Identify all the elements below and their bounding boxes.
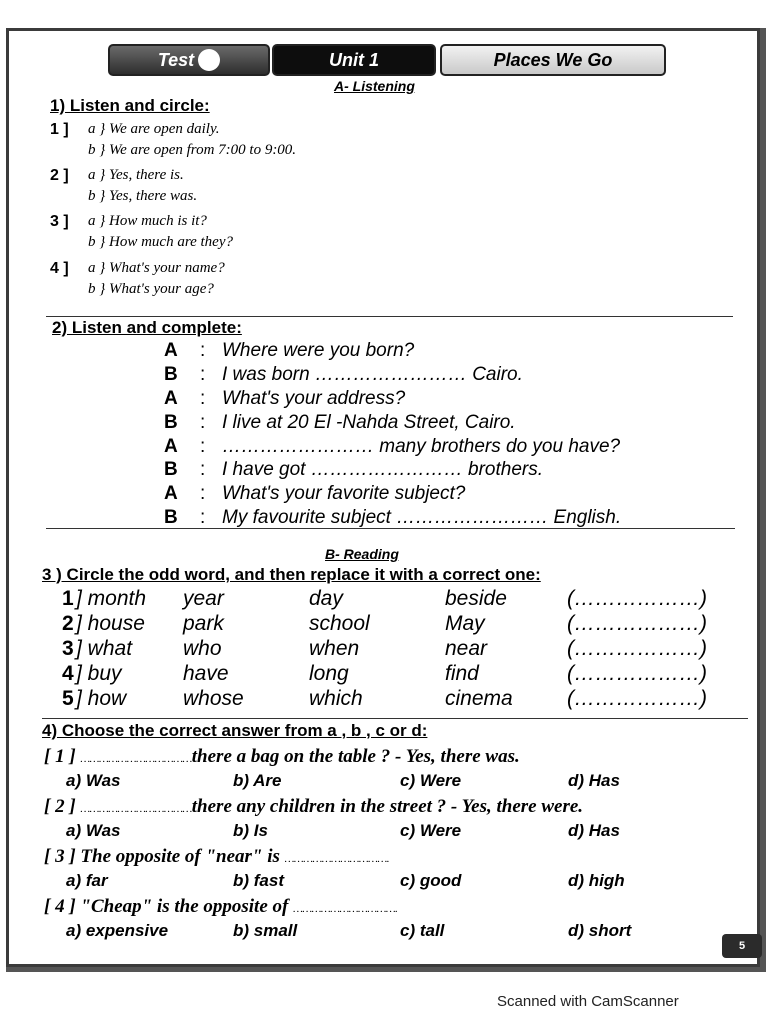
odd-word-row xyxy=(62,662,732,687)
row-number: 3 xyxy=(62,637,74,660)
word: ] month xyxy=(76,587,147,610)
row-number: 5 xyxy=(62,687,74,710)
question-start: [ 1 ] xyxy=(44,746,76,767)
answer-blank: (………………) xyxy=(567,612,707,635)
dialogue-text: I have got …………………… brothers. xyxy=(222,459,543,480)
option-d: d) Has xyxy=(568,821,620,840)
word: when xyxy=(309,637,360,660)
row-number: 1 xyxy=(62,587,74,610)
divider xyxy=(42,718,748,719)
word: park xyxy=(183,612,224,635)
q1-option-b: b } Yes, there was. xyxy=(88,188,198,204)
question-end: there a bag on the table ? - Yes, there was. xyxy=(191,746,520,767)
answer-blank: ……………………………. xyxy=(284,853,389,865)
option-c: c) good xyxy=(400,871,462,890)
option-a: a) expensive xyxy=(66,921,169,940)
speaker: A xyxy=(164,388,178,409)
dialogue-text: What's your favorite subject? xyxy=(222,483,466,504)
word: ] how xyxy=(76,687,127,710)
q1-option-a: a } Yes, there is. xyxy=(88,167,184,183)
dialogue-text: …………………… many brothers do you have? xyxy=(222,436,621,457)
page-number: 5 xyxy=(722,934,762,958)
scanner-watermark: Scanned with CamScanner xyxy=(497,993,679,1010)
answer-blank: ……………………………. xyxy=(293,903,398,915)
word: near xyxy=(445,637,488,660)
answer-blank: (………………) xyxy=(567,687,707,710)
word: day xyxy=(309,587,343,610)
answer-blank: (………………) xyxy=(567,637,707,660)
option-b: b) fast xyxy=(233,871,284,890)
option-c: c) tall xyxy=(400,921,445,940)
answer-blank: ……………………………… xyxy=(80,803,192,815)
dialogue-text: Where were you born? xyxy=(222,340,415,361)
option-a: a) Was xyxy=(66,821,121,840)
unit-header-box xyxy=(272,44,436,76)
word: whose xyxy=(183,687,244,710)
dialogue-text: What's your address? xyxy=(222,388,406,409)
speaker: B xyxy=(164,507,178,528)
word: cinema xyxy=(445,687,513,710)
word: have xyxy=(183,662,229,685)
option-a: a) Was xyxy=(66,771,121,790)
dialogue-text: I live at 20 El -Nahda Street, Cairo. xyxy=(222,412,516,433)
divider xyxy=(46,528,735,529)
question-end: there any children in the street ? - Yes, there were. xyxy=(191,796,584,817)
q1-item xyxy=(50,121,450,161)
word: who xyxy=(183,637,222,660)
q1-option-b: b } We are open from 7:00 to 9:00. xyxy=(88,142,297,158)
odd-word-row xyxy=(62,612,732,637)
mcq-question xyxy=(44,896,397,918)
topic-header-box xyxy=(440,44,666,76)
speaker: A xyxy=(164,340,178,361)
word: year xyxy=(183,587,224,610)
question-start: [ 3 ] The opposite of "near" is xyxy=(44,846,280,867)
mcq-question xyxy=(44,846,389,868)
test-header-box xyxy=(108,44,270,76)
mcq-question xyxy=(44,746,520,768)
question-start: [ 4 ] "Cheap" is the opposite of xyxy=(44,896,289,917)
divider xyxy=(46,316,733,317)
question-start: [ 2 ] xyxy=(44,796,76,817)
q3-title: 3 ) Circle the odd word, and then replace it with a correct one: xyxy=(42,565,541,584)
odd-word-row xyxy=(62,587,732,612)
mcq-question xyxy=(44,796,583,818)
speaker: B xyxy=(164,412,178,433)
q1-option-a: a } How much is it? xyxy=(88,213,207,229)
q1-title: 1) Listen and circle: xyxy=(50,96,210,115)
test-label: Test xyxy=(157,49,195,70)
speaker: B xyxy=(164,459,178,480)
option-b: b) small xyxy=(233,921,298,940)
row-number: 2 xyxy=(62,612,74,635)
option-a: a) far xyxy=(66,871,108,890)
q1-item xyxy=(50,167,450,207)
q1-item xyxy=(50,260,450,300)
word: which xyxy=(309,687,363,710)
option-d: d) high xyxy=(568,871,625,890)
q1-item xyxy=(50,213,450,253)
section-b-label: B- Reading xyxy=(325,546,399,562)
q1-item-number: 4 ] xyxy=(50,260,69,277)
option-c: c) Were xyxy=(400,771,462,790)
q1-option-b: b } What's your age? xyxy=(88,281,214,297)
answer-blank: (………………) xyxy=(567,662,707,685)
word: May xyxy=(445,612,485,635)
word: ] what xyxy=(76,637,133,660)
word: ] house xyxy=(76,612,145,635)
answer-blank: ……………………………… xyxy=(80,753,192,765)
q1-option-a: a } What's your name? xyxy=(88,260,225,276)
speaker: A xyxy=(164,436,178,457)
option-b: b) Is xyxy=(233,821,268,840)
option-b: b) Are xyxy=(233,771,282,790)
option-d: d) short xyxy=(568,921,632,940)
word: school xyxy=(309,612,370,635)
blank-circle xyxy=(198,49,220,71)
dialogue-text: My favourite subject …………………… English. xyxy=(222,507,622,528)
topic-label: Places We Go xyxy=(493,49,613,70)
q1-item-number: 2 ] xyxy=(50,167,69,184)
speaker: A xyxy=(164,483,178,504)
row-number: 4 xyxy=(62,662,74,685)
dialogue-text: I was born …………………… Cairo. xyxy=(222,364,523,385)
odd-word-row xyxy=(62,687,732,712)
q1-option-a: a } We are open daily. xyxy=(88,121,220,137)
unit-label: Unit 1 xyxy=(328,49,379,70)
q1-item-number: 1 ] xyxy=(50,121,69,138)
q1-option-b: b } How much are they? xyxy=(88,234,233,250)
word: beside xyxy=(445,587,507,610)
odd-word-row xyxy=(62,637,732,662)
section-a-label: A- Listening xyxy=(334,78,415,94)
word: find xyxy=(445,662,479,685)
q1-item-number: 3 ] xyxy=(50,213,69,230)
q2-title: 2) Listen and complete: xyxy=(52,318,242,337)
speaker: B xyxy=(164,364,178,385)
option-d: d) Has xyxy=(568,771,620,790)
q4-title: 4) Choose the correct answer from a , b , c or d: xyxy=(42,721,428,740)
option-c: c) Were xyxy=(400,821,462,840)
word: long xyxy=(309,662,349,685)
word: ] buy xyxy=(76,662,122,685)
answer-blank: (………………) xyxy=(567,587,707,610)
